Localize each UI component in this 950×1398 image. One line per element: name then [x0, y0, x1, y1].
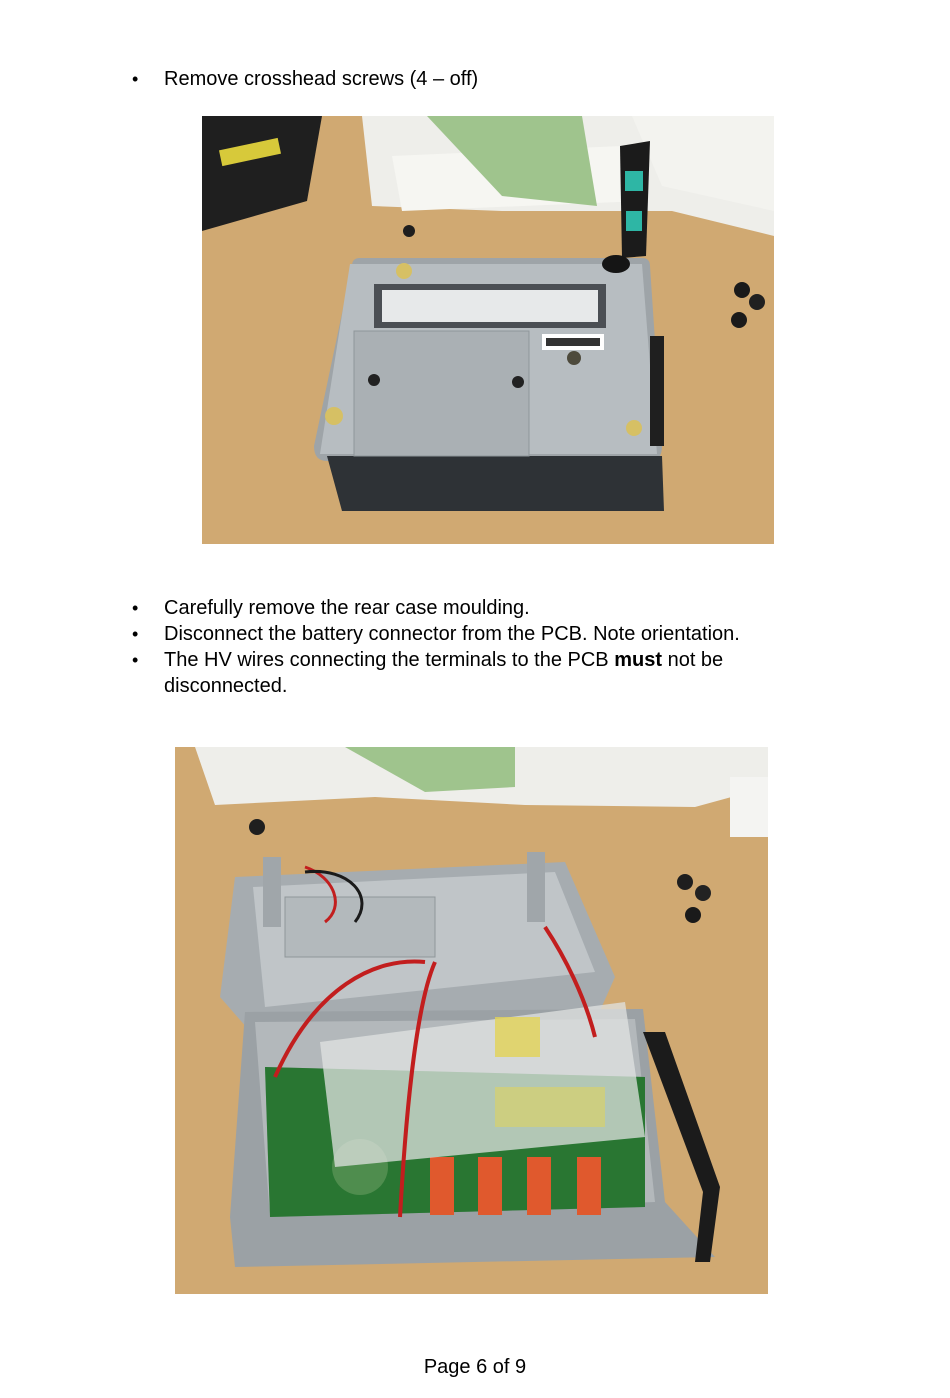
instruction-item — [132, 621, 822, 647]
photo-screw-removal — [202, 116, 774, 544]
instruction-text: Disconnect the battery connector from the PCB. Note orientation. — [164, 623, 740, 645]
photo-opened-case-drawing — [175, 747, 768, 1294]
instruction-text-start: The HV wires connecting the terminals to the PCB — [164, 649, 615, 671]
instruction-item — [132, 647, 822, 699]
instruction-text-end: not be disconnected. — [164, 649, 724, 697]
instruction-item — [132, 66, 478, 92]
instruction-text: Remove crosshead screws (4 – off) — [164, 68, 479, 90]
photo-opened-case — [175, 747, 768, 1294]
instruction-item — [132, 595, 822, 621]
instruction-list-bottom — [132, 595, 822, 699]
page-number: Page 6 of 9 — [423, 1356, 527, 1378]
instruction-text: Carefully remove the rear case moulding. — [164, 597, 530, 619]
instruction-list-top — [132, 66, 478, 92]
photo-screw-removal-drawing — [202, 116, 774, 544]
emphasis-must: must — [614, 649, 663, 671]
